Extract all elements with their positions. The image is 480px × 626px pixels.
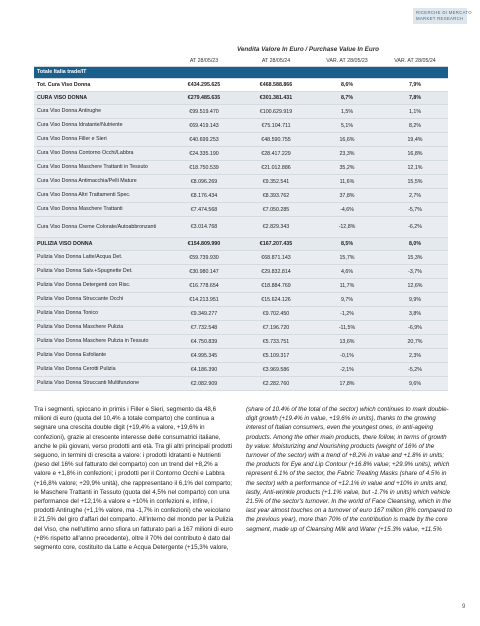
row-value: 35,2% — [339, 164, 355, 171]
row-value: €3.014.768 — [190, 224, 218, 230]
row-value: 4,6% — [340, 268, 354, 275]
row-label: CURA VISO DONNA — [37, 94, 88, 101]
header-badge — [413, 8, 472, 24]
row-value: €59.739.930 — [189, 254, 219, 261]
banner-label: Totale Italia trade/IT — [37, 69, 87, 76]
row-value: €99.519.470 — [189, 108, 219, 115]
row-value: -5,7% — [408, 206, 422, 213]
row-value: €100.629.919 — [259, 108, 293, 115]
row-value: 1,1% — [408, 108, 422, 115]
row-value: 8,7% — [340, 95, 354, 101]
table-row — [34, 293, 448, 307]
row-value: 19,4% — [407, 136, 423, 143]
row-value: €30.980.147 — [189, 268, 219, 275]
row-value: €68.871.143 — [261, 254, 291, 261]
row-value: 13,6% — [339, 338, 355, 345]
row-label: PULIZIA VISO DONNA — [37, 240, 93, 247]
row-label: Cura Viso Donna Maschere Trattanti in Tessuto — [37, 164, 148, 171]
table-row — [34, 105, 448, 119]
table-banner-row — [34, 67, 448, 79]
table-row — [34, 189, 448, 203]
table-body — [34, 79, 448, 391]
row-value: €8.393.762 — [262, 192, 290, 199]
row-value: €2.829.343 — [262, 224, 290, 230]
row-label: Pulizia Viso Donna Maschere Pulizia in Tessuto — [37, 338, 149, 345]
row-value: 12,6% — [407, 282, 423, 289]
row-value: -2,1% — [340, 366, 354, 373]
row-label: Pulizia Viso Donna Cerotti Pulizia — [37, 366, 116, 373]
row-value: 12,1% — [407, 164, 423, 171]
row-value: €69.419.143 — [189, 122, 219, 129]
row-value: 11,7% — [339, 282, 355, 289]
row-value: -6,2% — [408, 224, 422, 230]
row-value: €3.969.586 — [262, 366, 290, 373]
table-row — [34, 363, 448, 377]
row-value: -5,2% — [408, 366, 422, 373]
row-value: 16,6% — [339, 136, 355, 143]
row-label: Cura Viso Donna Creme Colorate/Autoabbronzanti — [37, 223, 157, 230]
row-value: -1,2% — [340, 310, 354, 317]
row-label: Pulizia Viso Donna Detergenti con Risc. — [37, 282, 131, 289]
header-line-1: RICERCHE DI MERCATO — [416, 10, 472, 15]
row-value: 2,3% — [408, 352, 422, 359]
table-header-row — [34, 55, 448, 67]
body-text-english: (share of 10.4% of the total of the sector) which continues to mark double-digit growth (+19.4% in value, +19.6% in units), thanks to the growing interest of Italian consumers, even the youngest ones, in anti-ageing products. Among the other main products, there follow, in terms of growth by value: Moisturizing and Nourishing products (weight of 16% of the turnover of the sector) with a trend of +8.2% in value and +1.8% in units; the products for Eye and Lip Contour (+16.8% value; +29.9% units), which represent 6.1% of the sector, the Fabric Treating Masks (share of 4.5% in the sector) with a performance of +12.1% in value and +10% in units and, lastly, Anti-wrinkle products (+1.1% value, but -1.7% in units) which vehicle 21.5% of the sector's turnover. In the world of Face Cleansing, which in the last year almost touches on a turnover of euro 167 million (8% compared to the previous year), more than 70% of the contribution is made by the core segment, made up of Cleansing Milk and Water (+15.3% value, +11.5% — [246, 406, 453, 533]
row-value: €16.778.654 — [189, 282, 219, 289]
table-row — [34, 175, 448, 189]
row-value: 15,7% — [339, 254, 355, 261]
row-value: €5.733.751 — [262, 338, 290, 345]
row-value: €4.995.345 — [190, 352, 218, 359]
row-label: Cura Viso Donna Antimacchia/Pelli Mature — [37, 178, 137, 185]
row-value: €9.349.277 — [190, 310, 218, 317]
row-value: 17,8% — [339, 380, 355, 387]
row-value: €2.082.909 — [190, 380, 218, 387]
row-value: €7.732.548 — [190, 324, 218, 331]
row-value: €434.295.625 — [187, 82, 221, 88]
row-value: €7.050.285 — [262, 206, 290, 213]
table-row — [34, 335, 448, 349]
row-value: €301.381.431 — [259, 95, 293, 101]
row-value: €18.884.769 — [261, 282, 291, 289]
row-value: €4.750.839 — [190, 338, 218, 345]
row-label: Pulizia Viso Donna Esfoliante — [37, 352, 107, 359]
row-value: €75.104.711 — [261, 122, 291, 129]
row-value: €7.196.720 — [262, 324, 290, 331]
row-value: 15,3% — [407, 254, 423, 261]
row-label: Cura Viso Donna Filler e Sieri — [37, 136, 107, 143]
table-title-row — [34, 44, 448, 55]
row-value: 11,6% — [339, 178, 355, 185]
row-value: 20,7% — [407, 338, 423, 345]
row-value: €4.186.390 — [190, 366, 218, 373]
row-value: €15.624.126 — [261, 296, 291, 303]
row-value: 8,2% — [408, 122, 422, 129]
table-row — [34, 119, 448, 133]
row-value: -0,1% — [340, 352, 354, 359]
row-value: 3,8% — [408, 310, 422, 317]
row-value: 8,6% — [340, 82, 354, 88]
row-value: €167.207.435 — [259, 241, 293, 247]
row-value: €18.750.539 — [189, 164, 219, 171]
row-value: 8,0% — [408, 241, 422, 247]
row-label: Cura Viso Donna Maschere Trattanti — [37, 206, 123, 213]
row-value: -12,8% — [338, 224, 356, 230]
row-value: €21.012.886 — [261, 164, 291, 171]
row-value: €28.417.229 — [261, 150, 291, 157]
row-label: Cura Viso Donna Antirughe — [37, 108, 102, 115]
table-row — [34, 147, 448, 161]
row-value: 8,5% — [340, 241, 354, 247]
row-value: 7,9% — [408, 82, 422, 88]
row-value: 37,8% — [339, 192, 355, 199]
row-value: €7.474.568 — [190, 206, 218, 213]
table-row — [34, 133, 448, 147]
row-value: €29.832.814 — [261, 268, 291, 275]
row-label: Pulizia Viso Donna Struccanti Multifunzione — [37, 380, 140, 387]
sales-table — [34, 44, 448, 391]
table-row — [34, 238, 448, 251]
row-label: Pulizia Viso Donna Struccante Occhi — [37, 296, 124, 303]
row-value: €468.588.866 — [259, 82, 293, 88]
row-value: €154.809.990 — [187, 241, 221, 247]
row-value: €279.485.635 — [187, 95, 221, 101]
table-row — [34, 79, 448, 92]
table-row — [34, 92, 448, 105]
table-title: Vendita Valore In Euro / Purchase Value In Euro — [236, 46, 380, 53]
body-text-italian: Tra i segmenti, spiccano in primis i Filler e Sieri, segmento da 48,6 milioni di euro (quota del 10,4% a totale comparto) che continua a segnare una crescita double digit (+19,4% a valore, +19,6% in confezioni), grazie al crescente interesse delle consumatrici italiane, anche le più giovani, verso prodotti anti età. Tra gli altri principali prodotti seguono, in termini di crescita a valore: i prodotti Idratanti e Nutrienti (peso del 16% sul fatturato del comparto) con un trend del +8,2% a valore e +1,8% in confezioni; i prodotti per il Contorno Occhi e Labbra (+16,8% valore; +29,9% unità), che rappresentano il 6,1% del comparto; le Maschere Trattanti in Tessuto (quota del 4,5% nel comparto) con una performance del +12,1% a valore e +10% in confezioni e, infine, i prodotti Antirughe (+1,1% valore, ma -1,7% in confezioni) che veicolano il 21,5% del giro d'affari del comparto. All'interno del mondo per la Pulizia del Viso, che nell'ultimo anno sfiora un fatturato pari a 167 milioni di euro (+8% rispetto all'anno precedente), oltre il 70% del contributo è dato dal segmento core, costituito da Latte e Acqua Detergente (+15,3% valore, — [34, 406, 234, 552]
row-value: 9,6% — [408, 380, 422, 387]
row-value: 1,5% — [340, 108, 354, 115]
table-row — [34, 377, 448, 391]
row-value: -4,6% — [340, 206, 354, 213]
column-header: VAR. AT 28/05/23 — [326, 57, 368, 64]
table-row — [34, 203, 448, 217]
column-header: VAR. AT 28/05/24 — [394, 57, 436, 64]
table-row — [34, 321, 448, 335]
row-label: Pulizia Viso Donna Maschere Pulizia — [37, 324, 124, 331]
row-label: Cura Viso Donna Altri Trattamenti Spec. — [37, 192, 131, 199]
row-value: 23,3% — [339, 150, 355, 157]
row-value: €2.282.760 — [262, 380, 290, 387]
row-label: Pulizia Viso Donna Tonico — [37, 310, 99, 317]
row-value: -3,7% — [408, 268, 422, 275]
row-value: €24.335.190 — [189, 150, 219, 157]
table-row — [34, 161, 448, 175]
table-row — [34, 279, 448, 293]
row-value: 2,7% — [408, 192, 422, 199]
row-label: Cura Viso Donna Idratante/Nutriente — [37, 122, 123, 129]
row-label: Pulizia Viso Donna Latte/Acqua Det. — [37, 254, 123, 261]
table-row — [34, 349, 448, 363]
row-value: €8.096.269 — [190, 178, 218, 185]
row-label: Cura Viso Donna Contorno Occhi/Labbra — [37, 150, 134, 157]
row-label: Pulizia Viso Donna Salv.+Spugnette Det. — [37, 268, 133, 275]
page-number: 9 — [462, 604, 466, 610]
row-value: €9.702.450 — [262, 310, 290, 317]
table-row — [34, 265, 448, 279]
row-value: 15,5% — [407, 178, 423, 185]
row-value: €8.176.434 — [190, 192, 218, 199]
header-line-2: MARKET RESEARCH — [416, 15, 464, 21]
table-row — [34, 217, 448, 238]
row-value: 5,1% — [340, 122, 354, 129]
column-header: AT 28/05/24 — [261, 57, 291, 64]
row-value: €40.699.253 — [189, 136, 219, 143]
column-header: AT 28/05/23 — [189, 57, 219, 64]
row-value: 9,7% — [340, 296, 354, 303]
table-row — [34, 307, 448, 321]
row-value: 7,8% — [408, 95, 422, 101]
row-value: 16,8% — [407, 150, 423, 157]
row-value: -6,9% — [408, 324, 422, 331]
row-value: €14.213.951 — [189, 296, 219, 303]
row-value: 9,9% — [408, 296, 422, 303]
row-label: Tot. Cura Viso Donna — [37, 81, 91, 88]
table-row — [34, 251, 448, 265]
row-value: -11,5% — [338, 324, 356, 331]
row-value: €48.590.755 — [261, 136, 291, 143]
row-value: €5.109.317 — [262, 352, 290, 359]
row-value: €9.352.541 — [262, 178, 290, 185]
